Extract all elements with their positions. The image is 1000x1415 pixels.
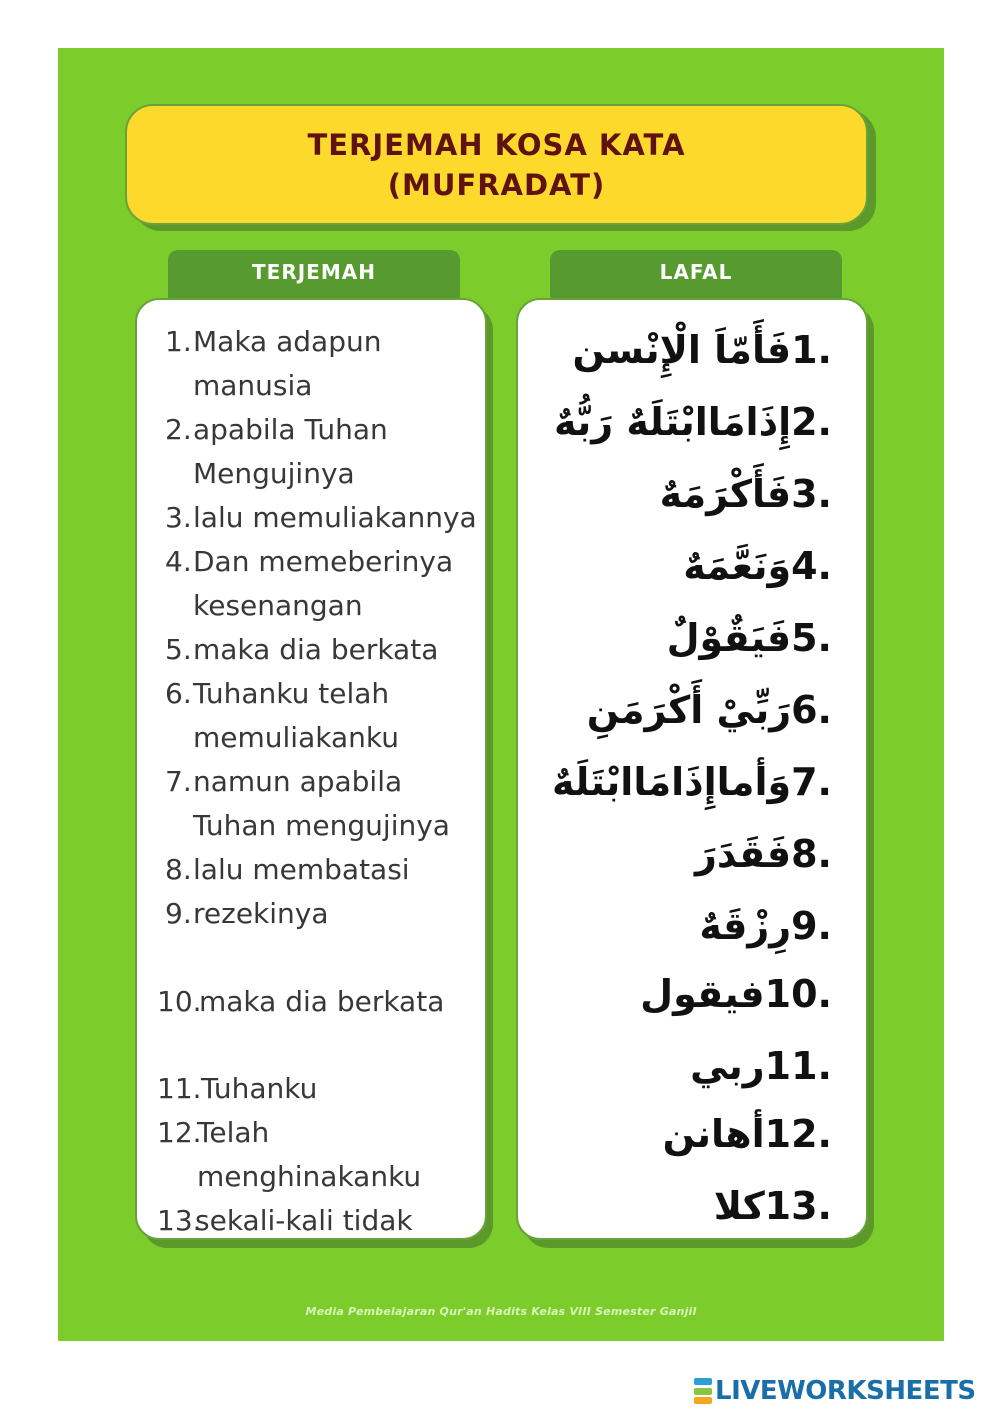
terjemah-item-text: Dan memeberinya kesenangan	[193, 545, 454, 622]
terjemah-list	[137, 300, 485, 1238]
lafal-item-number: 9.	[791, 904, 832, 948]
terjemah-item-text: maka dia berkata	[199, 985, 445, 1018]
lafal-item	[502, 1044, 832, 1088]
lafal-item-arabic: رَبِّيْ أَكْرَمَنِ	[586, 688, 792, 732]
terjemah-panel	[135, 298, 487, 1240]
terjemah-item-text: lalu membatasi	[193, 853, 410, 886]
terjemah-item-text: Maka adapun manusia	[193, 325, 382, 402]
lafal-item-number: 11.	[764, 1044, 832, 1088]
lafal-item	[502, 760, 832, 804]
lafal-item	[502, 688, 832, 732]
lafal-item-number: 13.	[764, 1184, 832, 1228]
lafal-item-arabic: وَأماإِذَامَاابْتَلَهٌ	[551, 760, 792, 804]
lafal-item	[502, 472, 832, 516]
lafal-item-number: 6.	[791, 688, 832, 732]
terjemah-item-text: rezekinya	[193, 897, 329, 930]
lafal-item	[502, 544, 832, 588]
lafal-item	[502, 832, 832, 876]
lafal-item-number: 5.	[791, 616, 832, 660]
header-terjemah-label: TERJEMAH	[252, 260, 376, 284]
lafal-item-number: 10.	[764, 972, 832, 1016]
title-banner	[125, 104, 868, 225]
lafal-item	[502, 1184, 832, 1228]
lafal-item	[502, 904, 832, 948]
lafal-item	[502, 616, 832, 660]
terjemah-item-number: 2.	[165, 413, 192, 446]
lafal-item-number: 2.	[791, 400, 832, 444]
lafal-item-arabic: فَأَكْرَمَهٌ	[659, 472, 792, 516]
terjemah-item-text: Telah menghinakanku	[197, 1116, 422, 1193]
terjemah-item-text: apabila Tuhan Mengujinya	[193, 413, 388, 490]
lafal-item	[502, 972, 832, 1016]
terjemah-item-number: 4.	[165, 545, 192, 578]
lafal-item-number: 12.	[764, 1112, 832, 1156]
title-line-2: (MUFRADAT)	[387, 167, 606, 202]
lafal-list	[518, 300, 866, 1238]
terjemah-item-number: 10.	[157, 985, 202, 1018]
lafal-item-number: 8.	[791, 832, 832, 876]
lafal-item-arabic: ربي	[690, 1044, 765, 1088]
terjemah-item-number: 3.	[165, 501, 192, 534]
title-line-1: TERJEMAH KOSA KATA	[307, 127, 686, 162]
lafal-item-arabic: فَقَدَرَ	[695, 832, 792, 876]
lafal-item-number: 3.	[791, 472, 832, 516]
lafal-item-number: 7.	[791, 760, 832, 804]
terjemah-item-number: 8.	[165, 853, 192, 886]
lafal-item	[502, 1112, 832, 1156]
terjemah-item-number: 12.	[157, 1116, 202, 1149]
terjemah-item-text: Tuhanku	[201, 1072, 318, 1105]
terjemah-item-text: namun apabila Tuhan mengujinya	[193, 765, 450, 842]
lafal-item-number: 4.	[791, 544, 832, 588]
lafal-item-arabic: فَأَمّاَ الْإِنْسن	[572, 328, 792, 372]
lafal-item-arabic: كلا	[713, 1184, 765, 1228]
terjemah-item-number: 11.	[157, 1072, 202, 1105]
terjemah-item-number: 5.	[165, 633, 192, 666]
lafal-item-arabic: أهانن	[662, 1112, 765, 1156]
lafal-item	[502, 400, 832, 444]
terjemah-item-text: Tuhanku telah memuliakanku	[193, 677, 399, 754]
terjemah-item-text: sekali-kali tidak	[195, 1204, 413, 1237]
terjemah-item-number: 7.	[165, 765, 192, 798]
liveworksheets-wordmark: LIVEWORKSHEETS	[715, 1376, 976, 1406]
terjemah-item-number: 6.	[165, 677, 192, 710]
lafal-item-number: 1.	[791, 328, 832, 372]
footer-caption: Media Pembelajaran Qur'an Hadits Kelas VIII Semester Ganjil	[305, 1305, 697, 1318]
lafal-item-arabic: رِزْقَهٌ	[699, 904, 792, 948]
terjemah-item-text: maka dia berkata	[193, 633, 439, 666]
liveworksheets-logo[interactable]	[694, 1376, 976, 1406]
lafal-item-arabic: وَنَعَّمَهٌ	[683, 544, 792, 588]
terjemah-item-number: 9.	[165, 897, 192, 930]
terjemah-item-number: 1.	[165, 325, 192, 358]
header-lafal-label: LAFAL	[659, 260, 733, 284]
terjemah-item-text: lalu memuliakannya	[193, 501, 477, 534]
terjemah-item-number: 13.	[157, 1204, 202, 1237]
lafal-item-arabic: فيقول	[640, 972, 765, 1016]
lafal-item-arabic: إِذَامَاابْتَلَهٌ رَبُّهٌ	[553, 400, 792, 444]
lafal-item-arabic: فَيَقٌوْلٌ	[666, 616, 792, 660]
lafal-panel	[516, 298, 868, 1240]
liveworksheets-logo-icon	[694, 1378, 712, 1404]
lafal-item	[502, 328, 832, 372]
